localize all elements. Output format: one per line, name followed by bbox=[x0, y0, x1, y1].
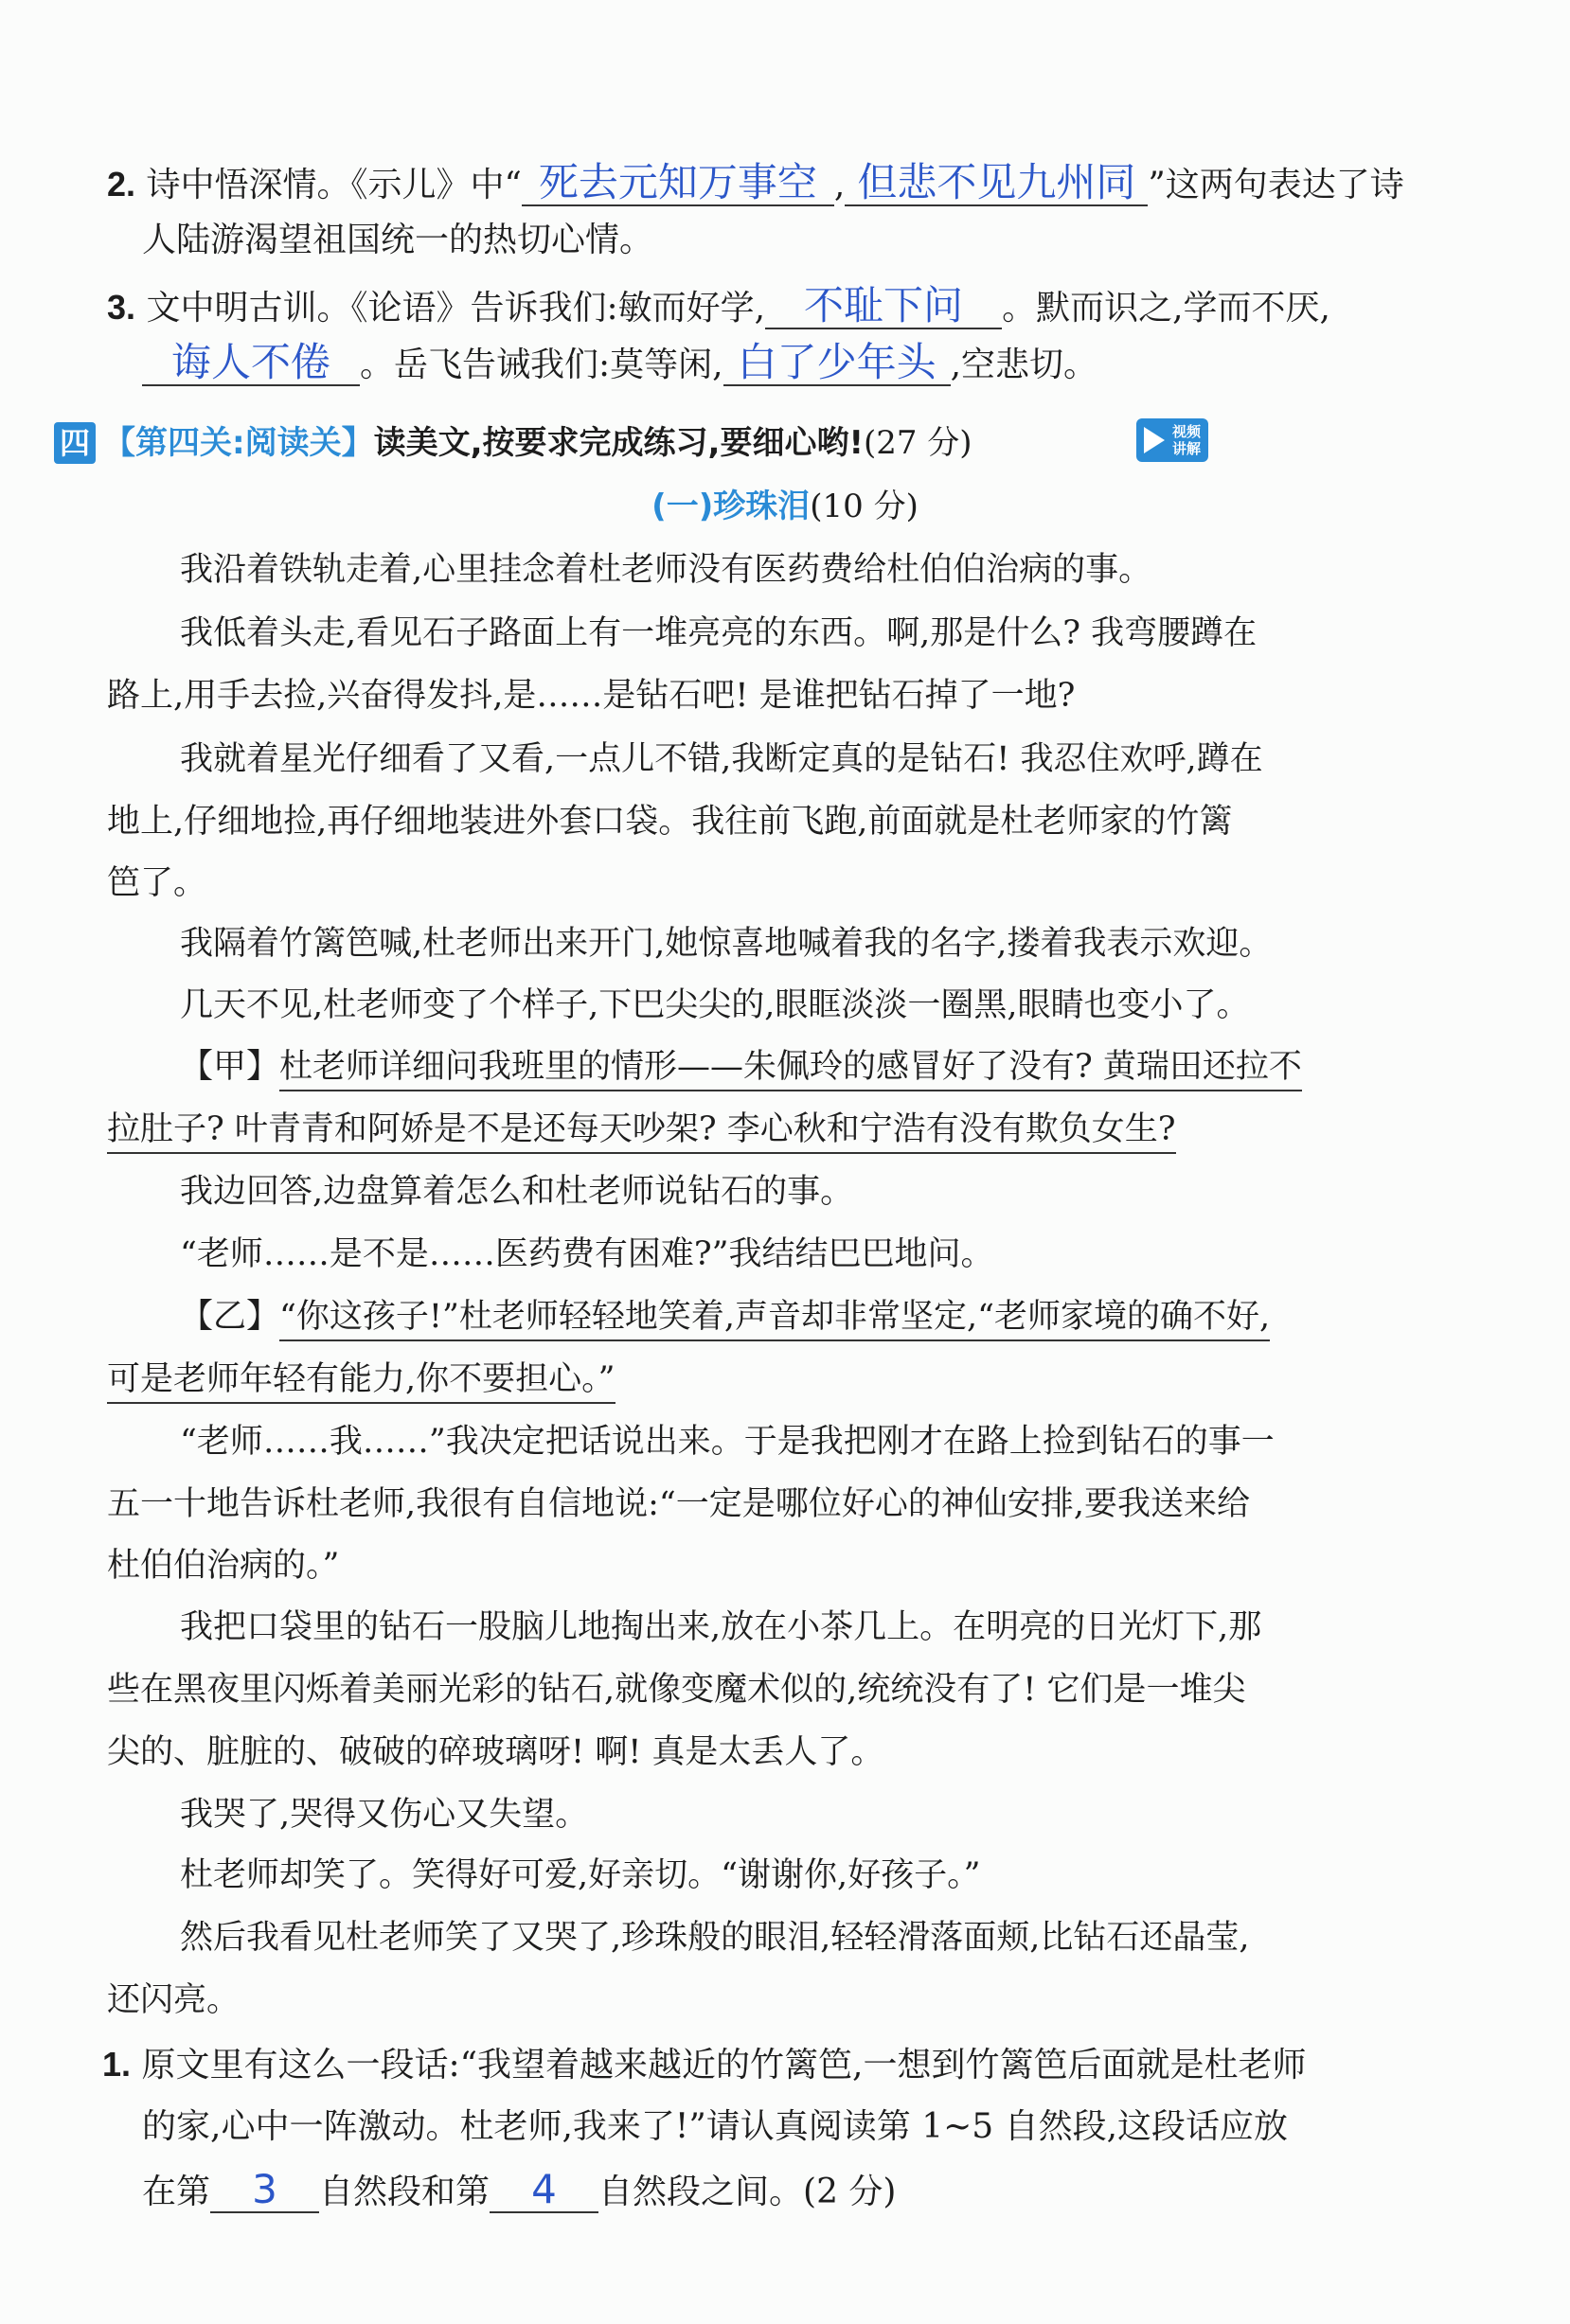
passage-title-text: (一)珍珠泪 bbox=[651, 488, 811, 525]
passage-line: “老师……是不是……医药费有困难?”我结结巴巴地问。 bbox=[180, 1235, 994, 1273]
passage-line: 我边回答,边盘算着怎么和杜老师说钻石的事。 bbox=[180, 1173, 854, 1211]
section-instruction: 读美文,按要求完成练习,要细心哟! bbox=[373, 424, 864, 462]
question-text: 自然段之间。(2 分) bbox=[598, 2173, 897, 2211]
yi-mark: 【乙】 bbox=[180, 1298, 280, 1336]
passage-line: 几天不见,杜老师变了个样子,下巴尖尖的,眼眶淡淡一圈黑,眼睛也变小了。 bbox=[180, 986, 1250, 1024]
question-text: 原文里有这么一段话:“我望着越来越近的竹篱笆,一想到竹篱笆后面就是杜老师 bbox=[141, 2046, 1307, 2085]
answer-blank[interactable]: 死去元知万事空 bbox=[522, 161, 834, 206]
question-text: 自然段和第 bbox=[319, 2173, 491, 2211]
video-lecture-button[interactable] bbox=[1136, 418, 1208, 462]
passage-line: 我低着头走,看见石子路面上有一堆亮亮的东西。啊,那是什么? 我弯腰蹲在 bbox=[180, 614, 1258, 652]
passage-line: 杜伯伯治病的。” bbox=[107, 1547, 340, 1585]
jia-mark: 【甲】 bbox=[180, 1048, 280, 1086]
question-text: 诗中悟深情。《示儿》中“ bbox=[146, 166, 522, 204]
passage-line: 些在黑夜里闪烁着美丽光彩的钻石,就像变魔术似的,统统没有了! 它们是一堆尖 bbox=[107, 1671, 1246, 1709]
question-text: ”这两句表达了诗 bbox=[1148, 166, 1404, 204]
passage-line: 还闪亮。 bbox=[107, 1981, 241, 2019]
passage-line: 我就着星光仔细看了又看,一点儿不错,我断定真的是钻石! 我忍住欢呼,蹲在 bbox=[180, 740, 1263, 778]
passage-line: 我哭了,哭得又伤心又失望。 bbox=[180, 1796, 589, 1834]
passage-line: 我把口袋里的钻石一股脑儿地掏出来,放在小茶几上。在明亮的日光灯下,那 bbox=[180, 1608, 1262, 1646]
section-score: (27 分) bbox=[863, 424, 972, 462]
passage-line: 五一十地告诉杜老师,我很有自信地说:“一定是哪位好心的神仙安排,要我送来给 bbox=[107, 1485, 1250, 1523]
passage-yi-line-2 bbox=[107, 1360, 1490, 1398]
underlined-text: 杜老师详细问我班里的情形——朱佩玲的感冒好了没有? 黄瑞田还拉不 bbox=[279, 1048, 1302, 1091]
passage-line: 笆了。 bbox=[107, 864, 207, 902]
passage-line: 然后我看见杜老师笑了又哭了,珍珠般的眼泪,轻轻滑落面颊,比钻石还晶莹, bbox=[180, 1919, 1250, 1957]
question-3-line-2 bbox=[142, 341, 1525, 386]
question-number: 3. bbox=[107, 288, 136, 327]
underlined-text: 拉肚子? 叶青青和阿娇是不是还每天吵架? 李心秋和宁浩有没有欺负女生? bbox=[107, 1110, 1176, 1154]
section-tag: 【第四关:阅读关】 bbox=[103, 424, 374, 462]
section-4-header bbox=[54, 422, 1436, 464]
passage-jia-line-1 bbox=[180, 1048, 1562, 1086]
question-2-line-1 bbox=[107, 161, 1490, 206]
comma: , bbox=[833, 166, 846, 204]
answer-blank[interactable]: 3 bbox=[210, 2168, 319, 2213]
answer-blank[interactable]: 白了少年头 bbox=[723, 341, 951, 386]
question-text: 在第 bbox=[142, 2173, 211, 2211]
question-number: 1. bbox=[102, 2045, 132, 2084]
passage-jia-line-2 bbox=[107, 1110, 1490, 1148]
reading-question-1-line-2: 的家,心中一阵激动。杜老师,我来了!”请认真阅读第 1~5 自然段,这段话应放 bbox=[142, 2107, 1289, 2146]
play-icon bbox=[1144, 427, 1165, 453]
question-text: 。岳飞告诫我们:莫等闲, bbox=[360, 346, 723, 384]
underlined-text: 可是老师年轻有能力,你不要担心。” bbox=[107, 1360, 616, 1404]
passage-line: 路上,用手去捡,兴奋得发抖,是……是钻石吧! 是谁把钻石掉了一地? bbox=[107, 677, 1076, 715]
answer-blank[interactable]: 诲人不倦 bbox=[142, 341, 360, 386]
answer-blank[interactable]: 不耻下问 bbox=[765, 284, 1002, 329]
reading-question-1-line-1 bbox=[102, 2045, 1485, 2085]
passage-yi-line-1 bbox=[180, 1298, 1562, 1336]
section-badge: 四 bbox=[54, 422, 96, 464]
video-label-2: 讲解 bbox=[1172, 440, 1202, 457]
answer-blank[interactable]: 但悲不见九州同 bbox=[845, 161, 1148, 206]
passage-line: 我沿着铁轨走着,心里挂念着杜老师没有医药费给杜伯伯治病的事。 bbox=[180, 551, 1152, 589]
passage-line: 地上,仔细地捡,再仔细地装进外套口袋。我往前飞跑,前面就是杜老师家的竹篱 bbox=[107, 803, 1233, 841]
passage-line: 我隔着竹篱笆喊,杜老师出来开门,她惊喜地喊着我的名字,搂着我表示欢迎。 bbox=[180, 925, 1273, 963]
passage-line: 尖的、脏脏的、破破的碎玻璃呀! 啊! 真是太丢人了。 bbox=[107, 1733, 884, 1771]
underlined-text: “你这孩子!”杜老师轻轻地笑着,声音却非常坚定,“老师家境的确不好, bbox=[279, 1298, 1270, 1341]
answer-blank[interactable]: 4 bbox=[490, 2168, 598, 2213]
passage-line: 杜老师却笑了。笑得好可爱,好亲切。“谢谢你,好孩子。” bbox=[180, 1856, 981, 1894]
question-text: 文中明古训。《论语》告诉我们:敏而好学, bbox=[146, 289, 766, 328]
passage-line: “老师……我……”我决定把话说出来。于是我把刚才在路上捡到钻石的事一 bbox=[180, 1423, 1275, 1461]
video-label-1: 视频 bbox=[1172, 423, 1202, 440]
question-text: ,空悲切。 bbox=[950, 346, 1098, 384]
passage-title bbox=[0, 490, 1570, 523]
passage-title-score: (10 分) bbox=[810, 488, 919, 525]
question-3-line-1 bbox=[107, 284, 1490, 329]
question-text: 。默而识之,学而不厌, bbox=[1002, 289, 1330, 328]
question-number: 2. bbox=[107, 165, 136, 204]
reading-question-1-line-3 bbox=[142, 2168, 1525, 2213]
question-2-line-2: 人陆游渴望祖国统一的热切心情。 bbox=[142, 221, 654, 259]
